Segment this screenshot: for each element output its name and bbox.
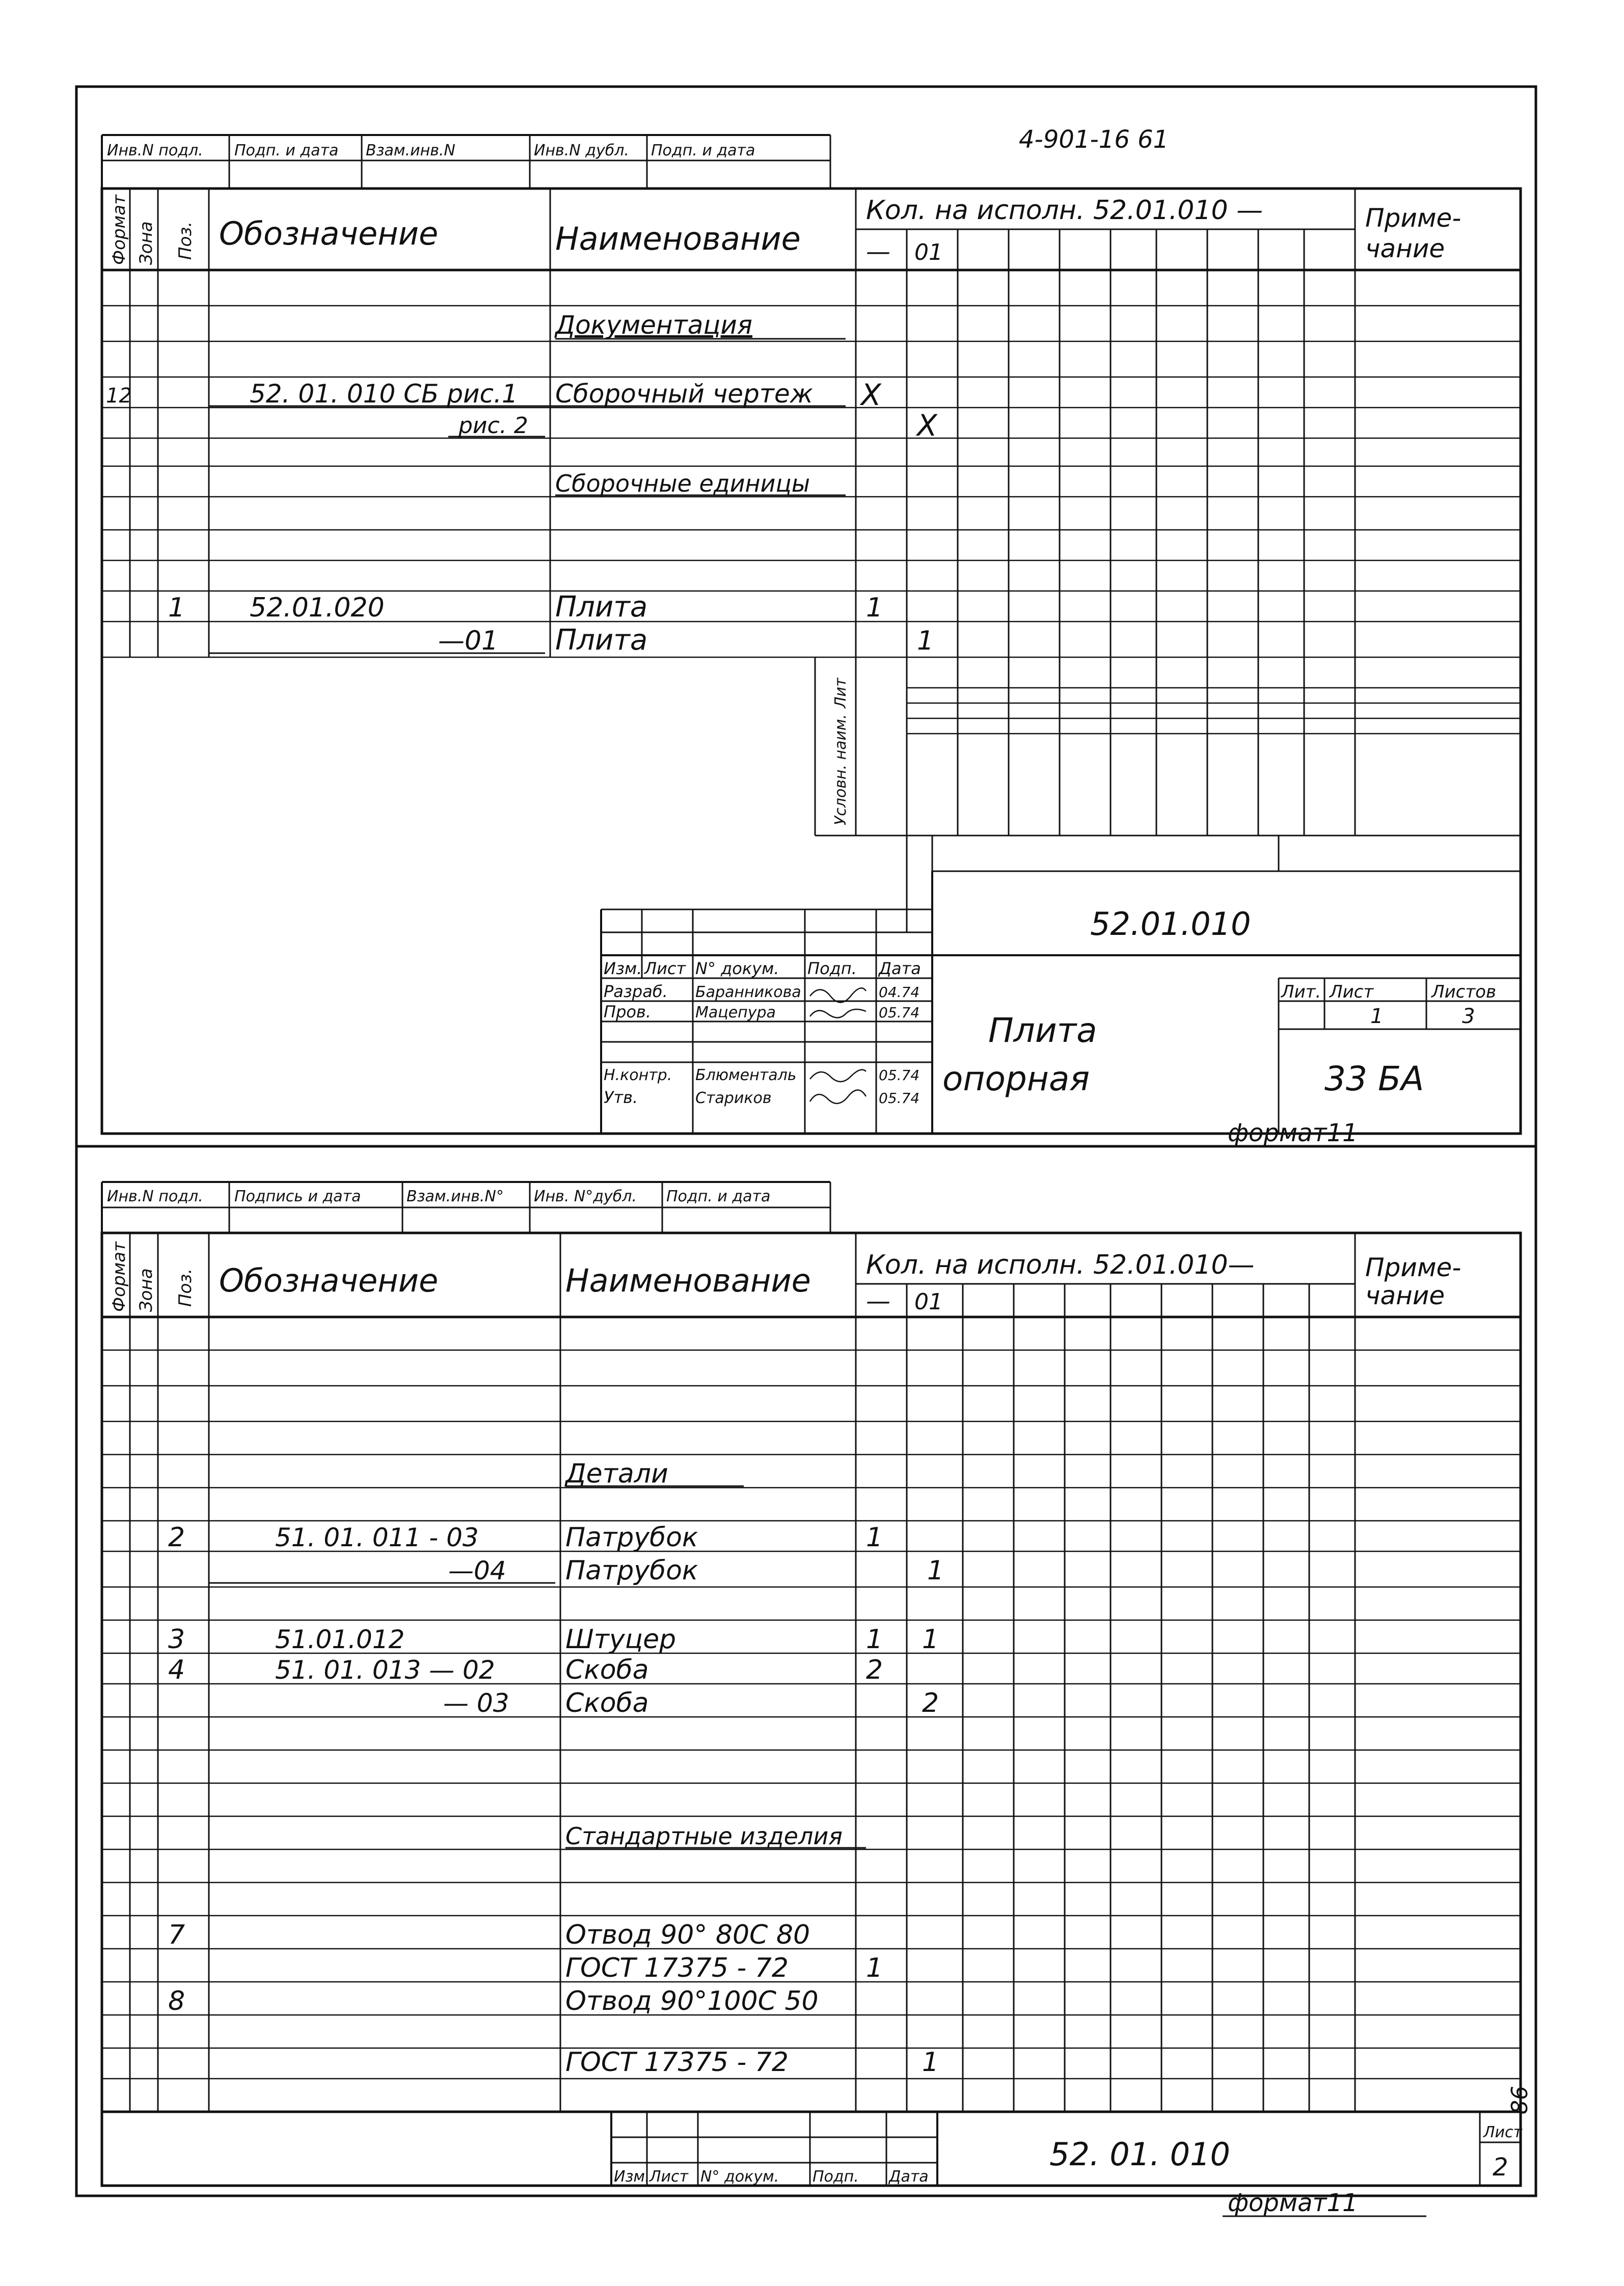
ft-sheet-num: 2 bbox=[1493, 2153, 1508, 2182]
row-plate-qty: 1 bbox=[866, 593, 883, 623]
tb-h-sign: Подп. bbox=[807, 959, 857, 978]
row2-parts-header: Детали bbox=[565, 1459, 668, 1489]
row-plate-pos: 1 bbox=[168, 593, 185, 623]
ft-h-doc: N° докум. bbox=[700, 2168, 779, 2186]
row2-p3-qty-1: 1 bbox=[866, 1624, 883, 1655]
col2-name-header: Наименование bbox=[565, 1262, 811, 1299]
signature-r3-icon bbox=[810, 1070, 866, 1082]
margin-inv-dubl: Инв.N дубл. bbox=[534, 142, 629, 159]
col-zone-header: Зона bbox=[136, 221, 156, 265]
col2-designation-header: Обозначение bbox=[219, 1262, 439, 1299]
sheet-1-title-block bbox=[601, 871, 1521, 1134]
side-label-uslovn: Условн. наим. bbox=[832, 714, 850, 825]
col2-zone-header: Зона bbox=[136, 1268, 156, 1312]
row2-p4-qty: 2 bbox=[866, 1655, 883, 1685]
row2-p4b-designation: — 03 bbox=[443, 1688, 509, 1718]
tb-title-2: опорная bbox=[942, 1059, 1090, 1098]
sheet-1-margin-strip bbox=[102, 135, 830, 189]
tb-r2-role: Пров. bbox=[604, 1002, 651, 1021]
row2-p8-qty: 1 bbox=[922, 2047, 939, 2078]
row-assembly-mark: X bbox=[861, 378, 881, 412]
row2-p2-qty: 1 bbox=[866, 1522, 883, 1553]
ft-h-date: Дата bbox=[889, 2168, 929, 2186]
margin-inv-podl: Инв.N подл. bbox=[107, 142, 203, 159]
sheet-1 bbox=[76, 87, 1536, 1147]
ft-h-list: Лист bbox=[649, 2168, 689, 2186]
row2-p2-pos: 2 bbox=[168, 1522, 185, 1553]
tb-r2-name: Мацепура bbox=[695, 1004, 776, 1021]
col2-note-header-2: чание bbox=[1365, 1281, 1445, 1310]
row-assembly-name: Сборочный чертеж bbox=[555, 379, 813, 409]
row-fig2-mark: X bbox=[917, 408, 937, 443]
signature-r1-icon bbox=[810, 988, 866, 1002]
side-label-lit: Лит bbox=[832, 678, 850, 708]
tb-sheet-num: 1 bbox=[1370, 1005, 1384, 1028]
qty2-sub-base: — bbox=[866, 1287, 890, 1315]
tb-org: 33 БА bbox=[1324, 1059, 1424, 1098]
tb-title-1: Плита bbox=[988, 1011, 1097, 1050]
tb-h-lit: Лит. bbox=[1281, 982, 1321, 1002]
ft-h-izm: Изм. bbox=[614, 2168, 650, 2186]
row2-std-header: Стандартные изделия bbox=[565, 1822, 843, 1850]
col2-qty-header: Кол. на исполн. 52.01.010— bbox=[866, 1250, 1255, 1280]
tb-h-sheets: Листов bbox=[1431, 982, 1497, 1002]
sheet-2-footer-block bbox=[611, 2086, 1533, 2186]
margin2-inv-dubl: Инв. N°дубл. bbox=[534, 1188, 637, 1205]
tb-h-date: Дата bbox=[879, 959, 921, 978]
ft-h-sheet: Лист bbox=[1483, 2123, 1523, 2141]
row2-p8-name-1: Отвод 90°100С 50 bbox=[565, 1986, 819, 2016]
tb-h-list: Лист bbox=[644, 959, 686, 978]
col2-format-header: Формат bbox=[109, 1242, 129, 1312]
row2-p4-designation: 51. 01. 013 — 02 bbox=[275, 1655, 495, 1685]
tb-h-sheet: Лист bbox=[1330, 982, 1374, 1002]
tb-r4-date: 05.74 bbox=[879, 1090, 920, 1107]
row-plate-name: Плита bbox=[555, 590, 648, 624]
document-stamp: 4-901-16 61 bbox=[1019, 125, 1169, 154]
row2-p7-pos: 7 bbox=[168, 1920, 185, 1950]
row2-p7-name-2: ГОСТ 17375 - 72 bbox=[565, 1953, 789, 1983]
col2-note-header-1: Приме- bbox=[1365, 1253, 1461, 1282]
row2-p4b-qty: 2 bbox=[922, 1688, 939, 1718]
tb-r4-name: Стариков bbox=[695, 1089, 772, 1107]
row-units-header: Сборочные единицы bbox=[555, 470, 810, 497]
row2-p2b-qty: 1 bbox=[927, 1555, 944, 1586]
row-plate-designation: 52.01.020 bbox=[250, 593, 385, 623]
col-qty-header: Кол. на исполн. 52.01.010 — bbox=[866, 195, 1263, 226]
row2-p3-qty-2: 1 bbox=[922, 1624, 939, 1655]
row-fig2-designation: рис. 2 bbox=[458, 413, 528, 439]
sheet-2 bbox=[76, 1146, 1536, 2217]
sheet-2-margin-strip bbox=[102, 1182, 830, 1233]
margin2-inv-podl: Инв.N подл. bbox=[107, 1188, 203, 1205]
row2-p2-designation: 51. 01. 011 - 03 bbox=[275, 1523, 479, 1552]
row2-p7-name-1: Отвод 90° 80С 80 bbox=[565, 1920, 810, 1950]
tb-r4-role: Утв. bbox=[604, 1088, 638, 1107]
col-format-header: Формат bbox=[109, 195, 129, 265]
row-assembly-designation: 52. 01. 010 СБ рис.1 bbox=[250, 379, 518, 409]
row-plate01-qty: 1 bbox=[917, 626, 934, 656]
row2-p7-qty: 1 bbox=[866, 1953, 883, 1983]
margin-podp-data: Подп. и дата bbox=[234, 142, 339, 159]
tb-r2-date: 05.74 bbox=[879, 1004, 920, 1021]
margin-vzam-inv: Взам.инв.N bbox=[366, 142, 455, 159]
tb-sheets-total: 3 bbox=[1462, 1005, 1475, 1028]
row2-p3-designation: 51.01.012 bbox=[275, 1625, 405, 1654]
col-name-header: Наименование bbox=[555, 220, 801, 257]
row-plate01-name: Плита bbox=[555, 624, 648, 657]
col-note-header-2: чание bbox=[1365, 234, 1445, 263]
margin2-podp-data: Подп. и дата bbox=[666, 1188, 771, 1205]
tb-r1-role: Разраб. bbox=[604, 982, 668, 1001]
row2-p3-name: Штуцер bbox=[565, 1624, 676, 1655]
qty-sub-base: — bbox=[866, 237, 890, 266]
tb-r1-date: 04.74 bbox=[879, 984, 920, 1001]
row2-p8-name-2: ГОСТ 17375 - 72 bbox=[565, 2047, 789, 2078]
row2-p4-name: Скоба bbox=[565, 1655, 649, 1685]
ft-h-sign: Подп. bbox=[813, 2168, 859, 2186]
qty-sub-01: 01 bbox=[914, 239, 943, 265]
row2-p2-name: Патрубок bbox=[565, 1522, 698, 1553]
col-designation-header: Обозначение bbox=[219, 215, 439, 252]
row2-p4b-name: Скоба bbox=[565, 1688, 649, 1718]
row2-p8-pos: 8 bbox=[168, 1986, 185, 2016]
tb-r3-name: Блюменталь bbox=[695, 1066, 797, 1084]
row2-p2b-name: Патрубок bbox=[565, 1555, 698, 1586]
row-plate01-designation: —01 bbox=[438, 626, 499, 656]
signature-r4-icon bbox=[810, 1090, 866, 1104]
signature-r2-icon bbox=[810, 1009, 866, 1018]
sheet-1-format-label: формат11 bbox=[1228, 1119, 1358, 1147]
ft-code: 52. 01. 010 bbox=[1049, 2136, 1230, 2173]
col-pos-header: Поз. bbox=[175, 221, 196, 260]
row-documentation-header: Документация bbox=[555, 310, 752, 340]
tb-r1-name: Баранникова bbox=[695, 983, 801, 1001]
col2-pos-header: Поз. bbox=[175, 1268, 196, 1307]
row2-p2b-designation: —04 bbox=[448, 1556, 506, 1585]
tb-h-izm: Изм. bbox=[604, 959, 642, 978]
col-note-header-1: Приме- bbox=[1365, 203, 1461, 233]
ft-page-number: 86 bbox=[1507, 2086, 1533, 2114]
tb-r3-date: 05.74 bbox=[879, 1067, 920, 1084]
row2-p3-pos: 3 bbox=[168, 1624, 185, 1655]
tb-code: 52.01.010 bbox=[1090, 905, 1251, 943]
margin-podp-data-2: Подп. и дата bbox=[651, 142, 755, 159]
qty2-sub-01: 01 bbox=[914, 1289, 943, 1315]
row-assembly-format: 12 bbox=[106, 384, 132, 408]
sheet-2-format-label: формат11 bbox=[1228, 2189, 1358, 2217]
margin2-vzam-inv: Взам.инв.N° bbox=[407, 1188, 504, 1205]
sheet-1-table-grid bbox=[102, 189, 1521, 932]
row2-p4-pos: 4 bbox=[168, 1655, 185, 1685]
tb-r3-role: Н.контр. bbox=[604, 1066, 672, 1084]
margin2-podpis-data: Подпись и дата bbox=[234, 1188, 361, 1205]
tb-h-doc: N° докум. bbox=[695, 959, 779, 978]
sheet-2-spec-frame bbox=[102, 1233, 1521, 2186]
